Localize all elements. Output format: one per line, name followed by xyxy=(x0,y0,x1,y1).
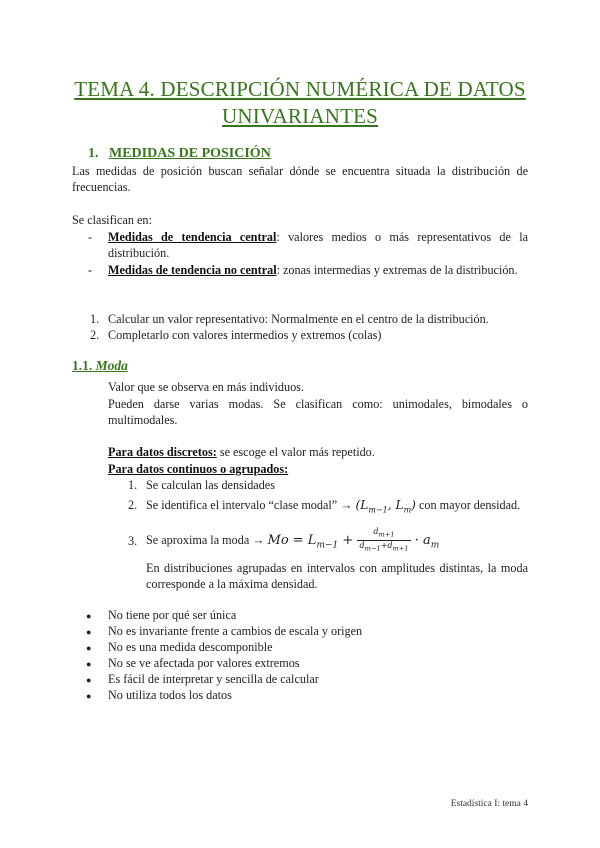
modal-interval-formula: ($L_{m-1}$, $L_m$) xyxy=(355,498,416,515)
list-item: No es una medida descomponible xyxy=(108,640,273,654)
subsection-number: 1.1. xyxy=(72,358,93,373)
step-number: 3. xyxy=(128,534,138,548)
bullet-icon: ● xyxy=(86,675,92,685)
bullet-icon: ● xyxy=(86,611,92,621)
term-non-central: Medidas de tendencia no central xyxy=(108,263,277,277)
subsection-title: Moda xyxy=(95,358,128,373)
step-number: 1. xyxy=(128,478,138,492)
title-line-2: UNIVARIANTES xyxy=(221,104,378,128)
section-1-1-heading xyxy=(72,358,128,374)
bullet-icon: ● xyxy=(86,691,92,701)
bullet-icon: ● xyxy=(86,627,92,637)
moda-definition: Valor que se observa en más individuos. xyxy=(108,380,304,394)
unequal-width-note: En distribuciones agrupadas en intervalos con amplitudes distintas, la moda corresponde a la máxima densidad. xyxy=(146,561,528,591)
page-title xyxy=(50,76,550,130)
term-non-central-desc: : zonas intermedias y extremas de la distribución. xyxy=(276,263,518,277)
discrete-data-line xyxy=(108,444,375,460)
term-central-desc: : valores medios o más representativos de la distribución. xyxy=(108,230,528,260)
step-text: Calcular un valor representativo: Normalmente en el centro de la distribución. xyxy=(108,312,489,326)
section-number: 1. xyxy=(88,146,99,161)
classify-label: Se clasifican en: xyxy=(72,213,152,227)
step-number: 2. xyxy=(128,498,138,512)
dash-item xyxy=(108,229,528,261)
list-item: Es fácil de interpretar y sencilla de calcular xyxy=(108,672,319,686)
modal-class-step xyxy=(146,497,520,518)
mode-formula: $Mo = L_{m-1}$ + $\frac{d_{m+1}}{d_{m-1}+d_{m+1}}$ · $a_m$ xyxy=(267,527,440,553)
dash-marker: - xyxy=(88,263,93,277)
discrete-label: Para datos discretos: xyxy=(108,445,217,459)
continuous-label xyxy=(108,461,288,477)
formula-fraction: $\frac{d_{m+1}}{d_{m-1}+d_{m+1}}$ xyxy=(359,527,409,553)
list-item: No es invariante frente a cambios de escala y origen xyxy=(108,624,363,638)
continuous-label-text: Para datos continuos o agrupados: xyxy=(108,462,289,476)
list-item: No se ve afectada por valores extremos xyxy=(108,656,300,670)
list-item: No utiliza todos los datos xyxy=(108,688,232,702)
title-line-1: TEMA 4. DESCRIPCIÓN NUMÉRICA DE DATOS xyxy=(74,77,526,101)
dash-marker: - xyxy=(88,230,93,244)
dash-item xyxy=(108,262,528,278)
step-text: Se aproxima la moda → xyxy=(146,533,268,547)
step-number: 1. xyxy=(90,312,100,326)
section-1-heading xyxy=(88,146,271,162)
step-text: Completarlo con valores intermedios y extremos (colas) xyxy=(108,328,382,342)
discrete-rule: se escoge el valor más repetido. xyxy=(216,445,375,459)
mode-formula-step xyxy=(146,520,439,566)
section-1-intro: Las medidas de posición buscan señalar dónde se encuentra situada la distribución de frecuencias. xyxy=(72,164,528,194)
page-footer: Estadística I: tema 4 xyxy=(450,799,528,809)
list-item: No tiene por qué ser única xyxy=(108,608,237,622)
step-text: Se calculan las densidades xyxy=(146,478,275,492)
bullet-icon: ● xyxy=(86,643,92,653)
step-text: Se identifica el intervalo “clase modal” → xyxy=(146,498,356,512)
section-title: MEDIDAS DE POSICIÓN xyxy=(109,146,271,161)
moda-types: Pueden darse varias modas. Se clasifican como: unimodales, bimodales o multimodales. xyxy=(108,397,528,427)
term-central: Medidas de tendencia central xyxy=(108,230,277,244)
bullet-icon: ● xyxy=(86,659,92,669)
step-text-after: con mayor densidad. xyxy=(415,498,521,512)
step-number: 2. xyxy=(90,328,100,342)
